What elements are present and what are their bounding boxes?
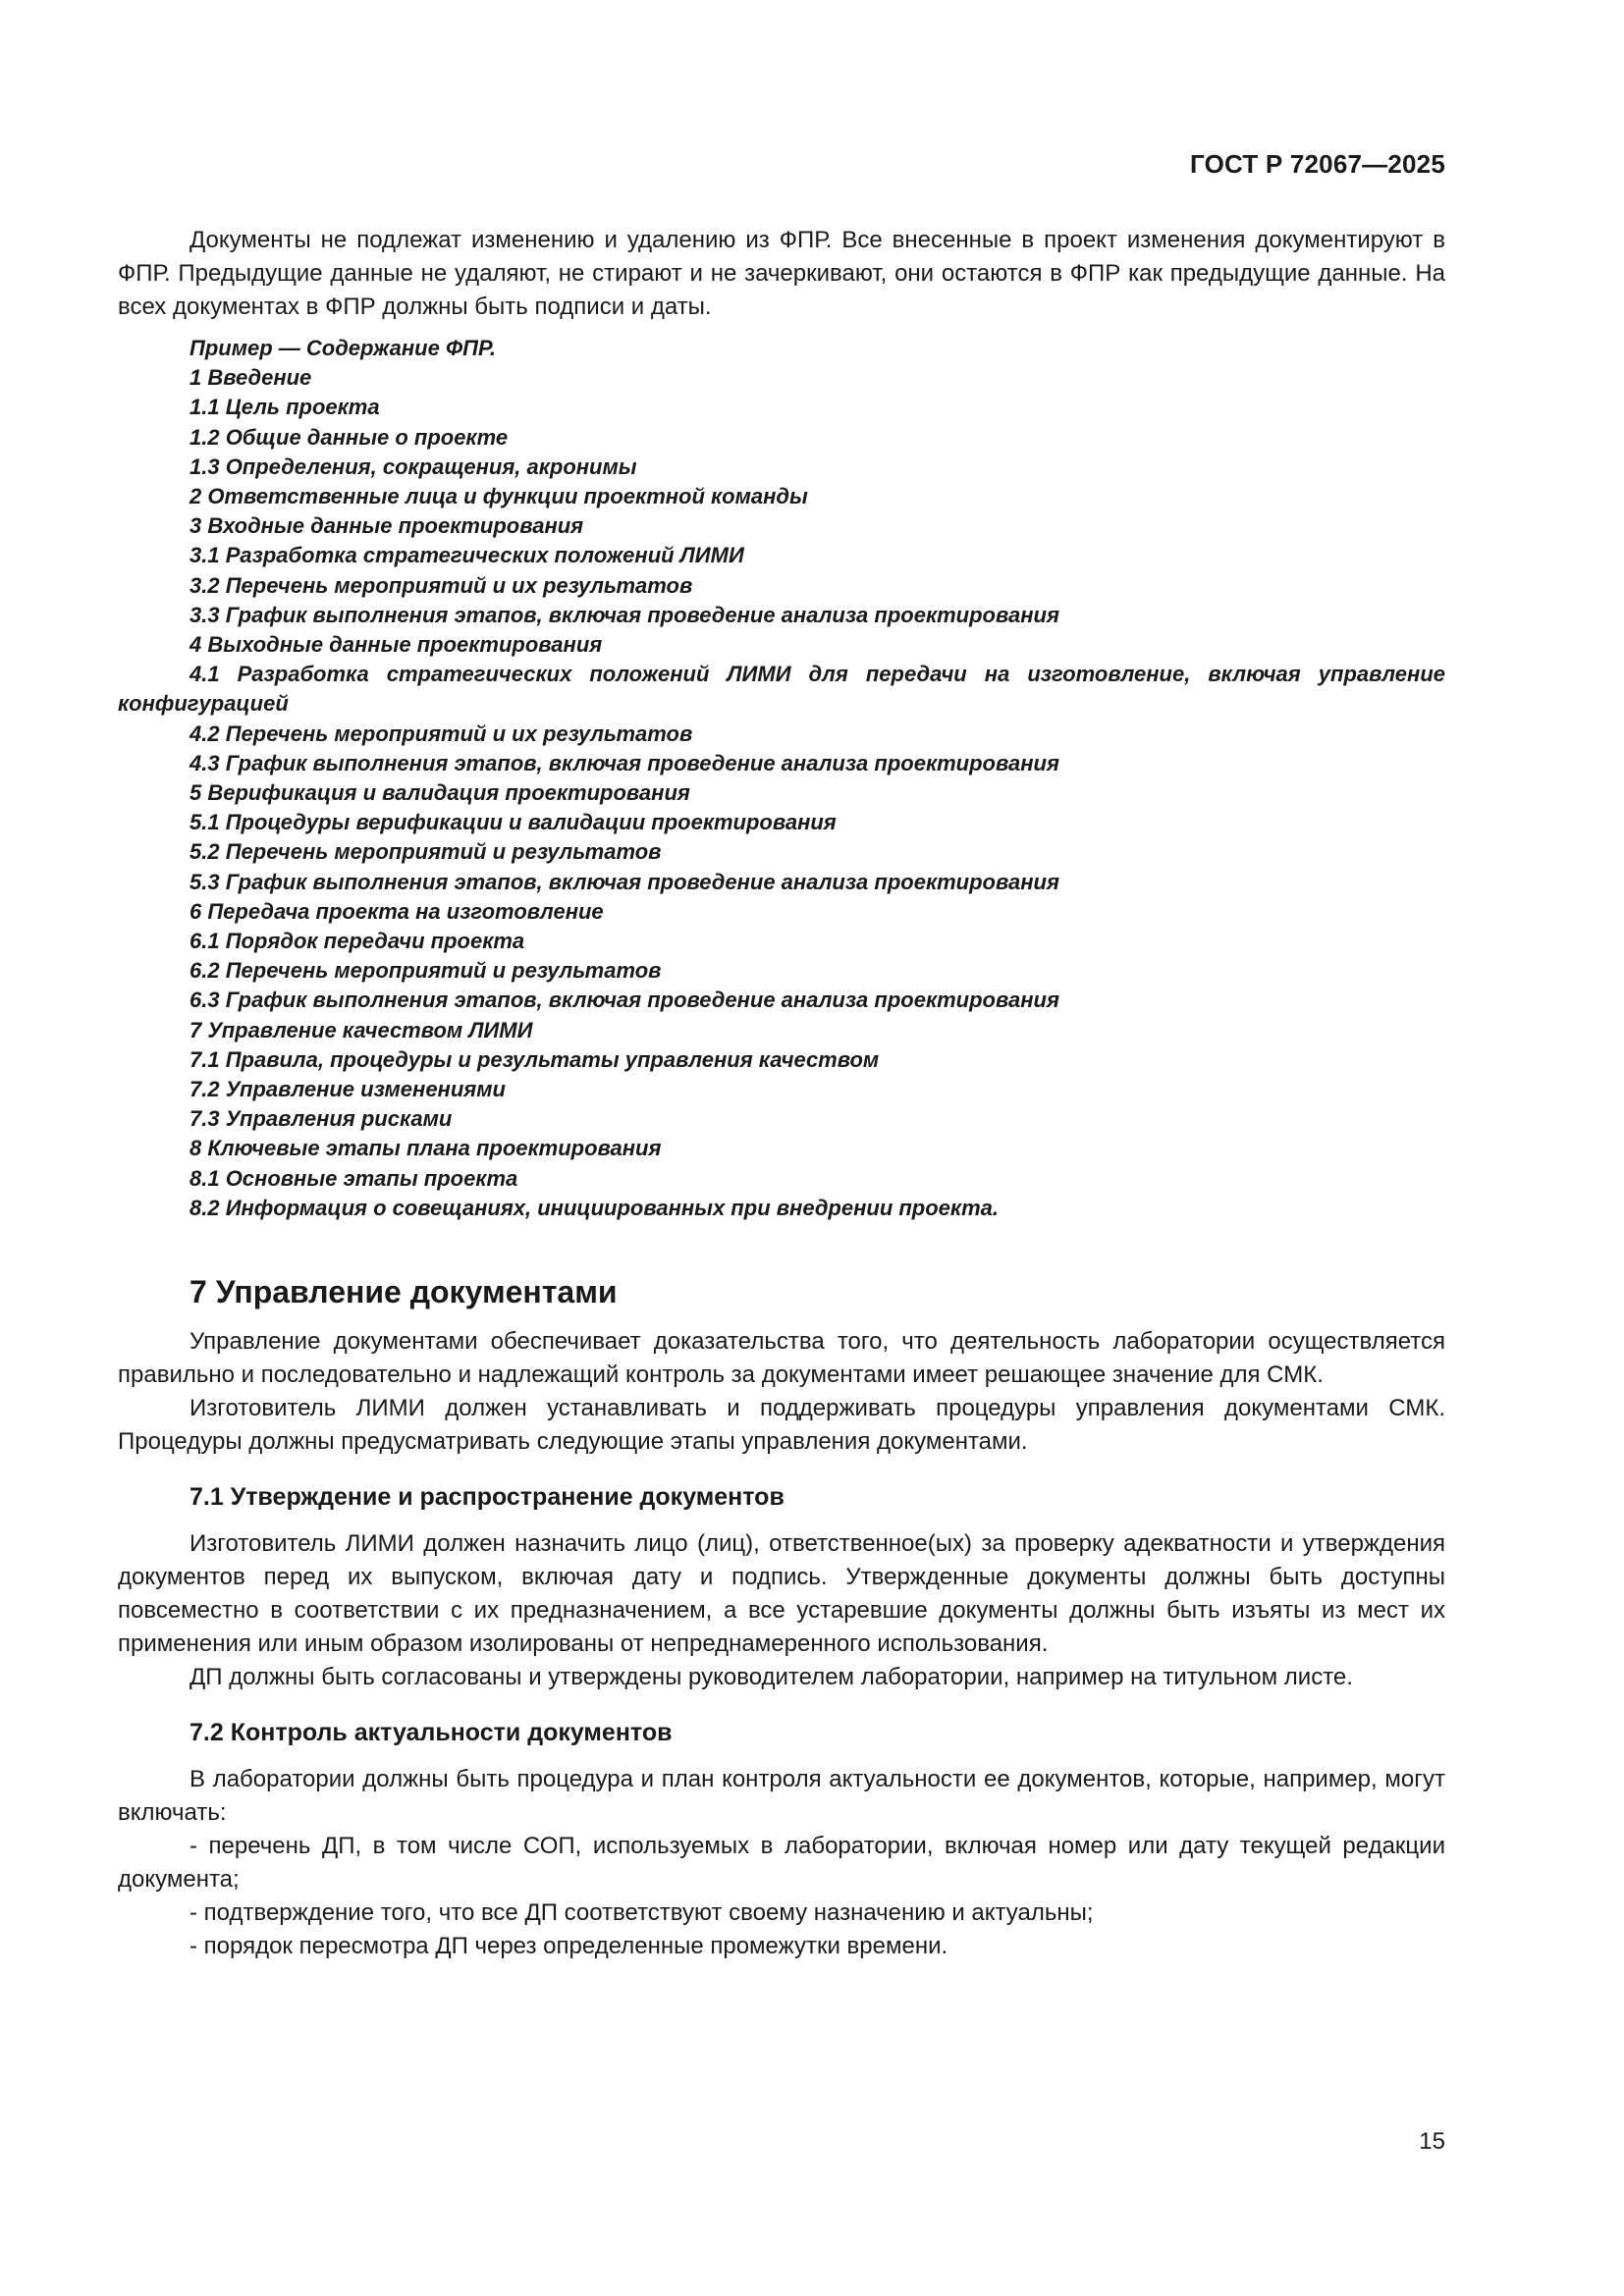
example-item: 7 Управление качеством ЛИМИ xyxy=(189,1017,533,1042)
example-item: 5 Верификация и валидация проектирования xyxy=(189,780,690,806)
example-item: 4.2 Перечень мероприятий и их результатов xyxy=(189,721,693,746)
example-item: 7.1 Правила, процедуры и результаты управления качеством xyxy=(189,1046,880,1072)
example-item: 3.3 График выполнения этапов, включая проведение анализа проектирования xyxy=(189,602,1059,627)
section-7-paragraph: Изготовитель ЛИМИ должен устанавливать и поддерживать процедуры управления документами СМК. Процедуры должны предусматривать следующие этапы управления документами. xyxy=(118,1395,1445,1456)
section-7-1-heading: 7.1 Утверждение и распространение документов xyxy=(189,1483,785,1512)
example-item: 6.2 Перечень мероприятий и результатов xyxy=(189,958,662,984)
example-title: Пример — Содержание ФПР. xyxy=(189,336,496,360)
intro-paragraph: Документы не подлежат изменению и удалению из ФПР. Все внесенные в проект изменения документируют в ФПР. Предыдущие данные не удаляют, не стирают и не зачеркивают, они остаются в ФПР как предыдущие данные. На всех документах в ФПР должны быть подписи и даты. xyxy=(118,227,1445,320)
example-item: 1.3 Определения, сокращения, акронимы xyxy=(189,454,637,479)
example-item: 2 Ответственные лица и функции проектной команды xyxy=(189,484,808,509)
example-item: 5.3 График выполнения этапов, включая проведение анализа проектирования xyxy=(189,869,1059,894)
example-item: 4.3 График выполнения этапов, включая проведение анализа проектирования xyxy=(189,750,1059,775)
page-number: 15 xyxy=(1419,2128,1445,2155)
section-7-paragraph: Управление документами обеспечивает доказательства того, что деятельность лаборатории осуществляется правильно и последовательно и надлежащий контроль за документами имеет решающее значение для СМК. xyxy=(118,1328,1445,1389)
section-7-heading: 7 Управление документами xyxy=(189,1274,618,1310)
example-item: 8.2 Информация о совещаниях, инициированных при внедрении проекта. xyxy=(189,1195,999,1220)
example-item: 4 Выходные данные проектирования xyxy=(189,632,603,658)
example-item: 3.1 Разработка стратегических положений ЛИМИ xyxy=(189,543,744,568)
example-item: 6.1 Порядок передачи проекта xyxy=(189,929,525,954)
example-item: 8.1 Основные этапы проекта xyxy=(189,1165,518,1191)
page-content xyxy=(118,224,1445,1963)
list-item: - подтверждение того, что все ДП соответствуют своему назначению и актуальны; xyxy=(189,1899,1094,1927)
example-item: 7.3 Управления рисками xyxy=(189,1106,453,1132)
list-item: - перечень ДП, в том числе СОП, используемых в лаборатории, включая номер или дату текущей редакции документа; xyxy=(118,1833,1445,1894)
example-item: 7.2 Управление изменениями xyxy=(189,1077,506,1102)
example-item: 1.1 Цель проекта xyxy=(189,395,380,420)
section-7-1-paragraph: Изготовитель ЛИМИ должен назначить лицо (лиц), ответственное(ых) за проверку адекватности и утверждения документов перед их выпуском, включая дату и подпись. Утвержденные документы должны быть доступны повсеместно в соответствии с их предназначением, а все устаревшие документы должны быть изъяты из мест их применения или иным образом изолированы от непреднамеренного использования. xyxy=(118,1530,1445,1658)
section-7-1-paragraph: ДП должны быть согласованы и утверждены руководителем лаборатории, например на титульном листе. xyxy=(189,1664,1353,1691)
example-block xyxy=(118,334,1445,1223)
example-item: 3 Входные данные проектирования xyxy=(189,513,584,539)
standard-code: ГОСТ Р 72067—2025 xyxy=(1190,149,1445,179)
example-item: 8 Ключевые этапы плана проектирования xyxy=(189,1136,662,1161)
example-item: 5.1 Процедуры верификации и валидации проектирования xyxy=(189,810,837,835)
example-item: 1 Введение xyxy=(189,365,312,391)
example-item: 3.2 Перечень мероприятий и их результатов xyxy=(189,572,693,598)
example-item: 4.1 Разработка стратегических положений ЛИМИ для передачи на изготовление, включая управление конфигурацией xyxy=(118,662,1445,717)
example-item: 1.2 Общие данные о проекте xyxy=(189,424,509,450)
example-item: 6.3 График выполнения этапов, включая проведение анализа проектирования xyxy=(189,988,1059,1013)
example-item: 5.2 Перечень мероприятий и результатов xyxy=(189,839,662,865)
section-7-2-heading: 7.2 Контроль актуальности документов xyxy=(189,1719,673,1747)
list-item: - порядок пересмотра ДП через определенные промежутки времени. xyxy=(189,1933,948,1960)
example-item: 6 Передача проекта на изготовление xyxy=(189,898,604,924)
section-7-2-paragraph: В лаборатории должны быть процедура и план контроля актуальности ее документов, которые, например, могут включать: xyxy=(118,1766,1445,1827)
